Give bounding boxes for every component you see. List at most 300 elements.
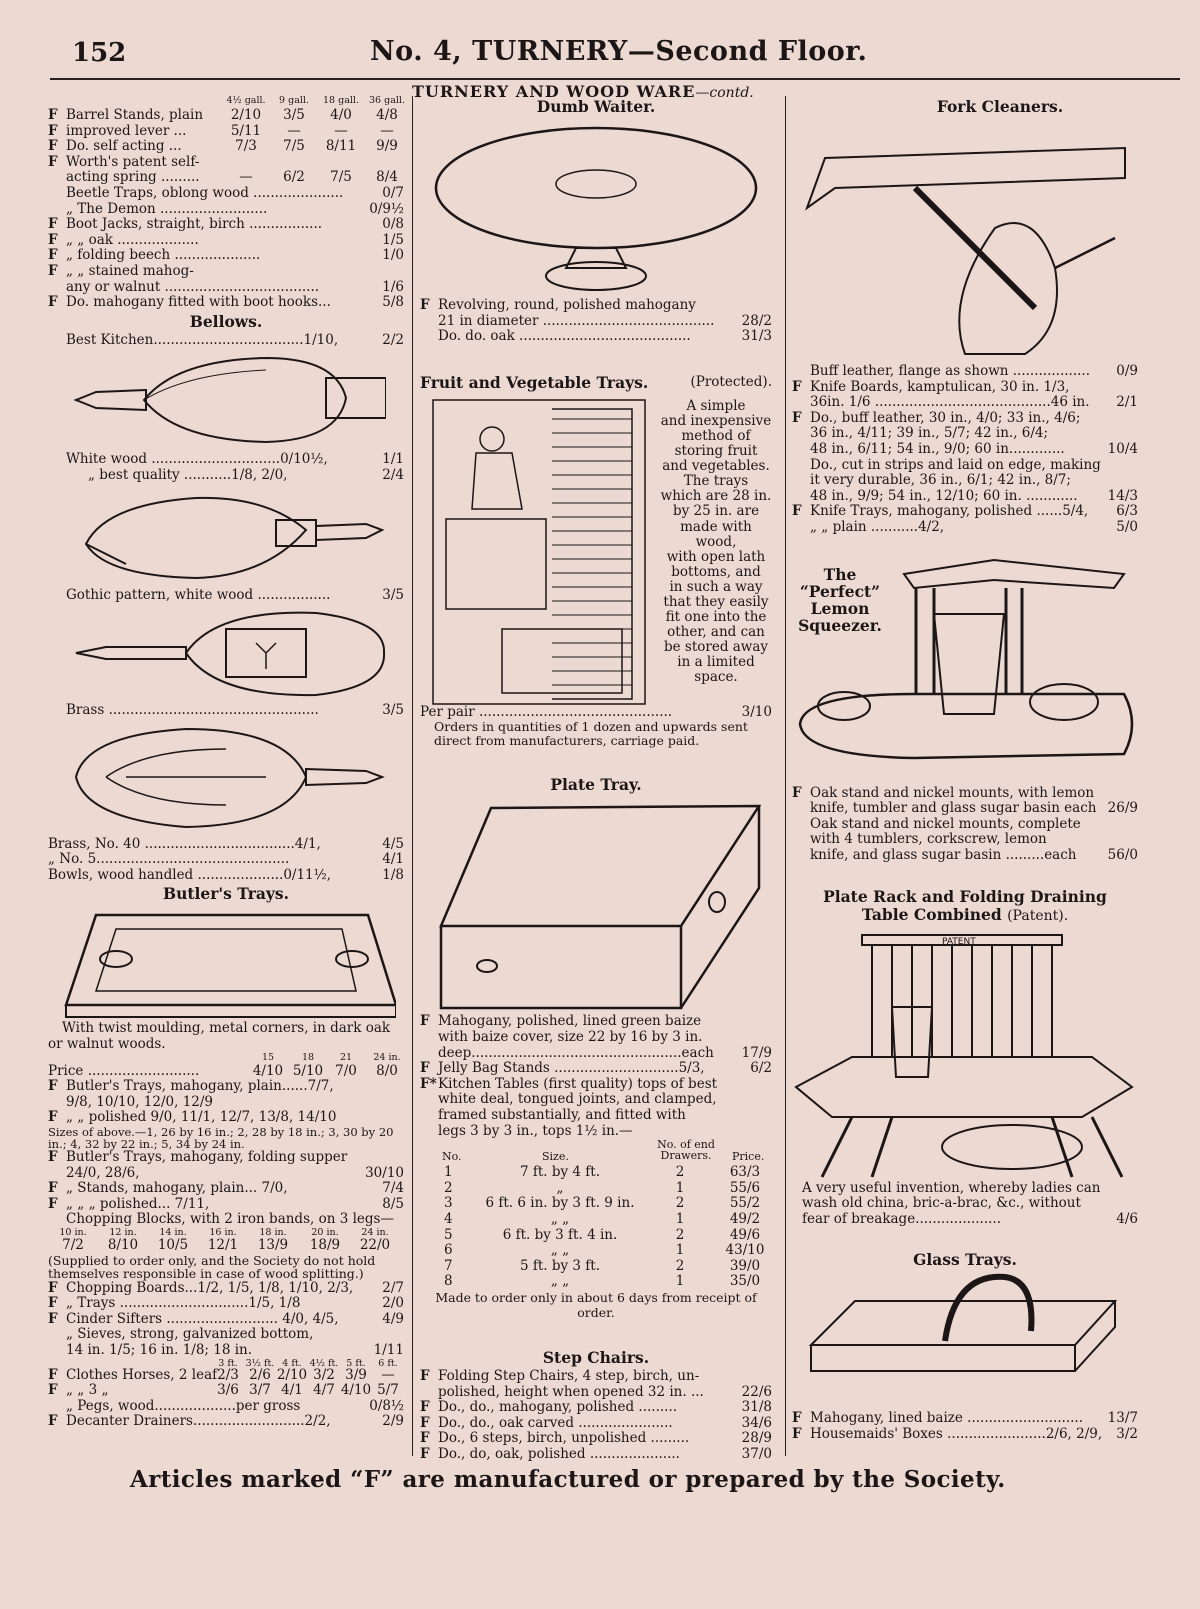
row-text: F Folding Step Chairs, 4 step, birch, un- — [420, 1368, 700, 1385]
f-mark: F — [48, 122, 58, 139]
chop-price: 8/10 — [107, 1237, 139, 1253]
barrel-stands-table — [48, 108, 404, 186]
row-text: F Do., 6 steps, birch, unpolished ......... — [420, 1430, 690, 1447]
price-row — [420, 1046, 772, 1062]
pegs-drainers-list — [48, 1399, 404, 1430]
row-text: F Do. mahogany fitted with boot hooks... — [48, 294, 331, 311]
plate-tray-heading: Plate Tray. — [550, 775, 642, 795]
price-row — [792, 801, 1138, 817]
price-row — [48, 1312, 404, 1328]
desc-line: in a limited — [677, 654, 755, 671]
fruit-trays-description — [660, 399, 772, 686]
desc-line: with open lath — [666, 548, 766, 565]
tables-note: Made to order only in about 6 days from receipt of order. — [435, 1289, 757, 1321]
barrel-row — [48, 124, 404, 140]
glass-tray-illustration — [805, 1271, 1125, 1411]
row-price: 0/7 — [382, 184, 404, 201]
f-mark: F — [420, 1368, 430, 1385]
barrel-header: 9 gall. — [279, 95, 309, 106]
row-price: 31/3 — [741, 328, 772, 345]
price-row — [792, 380, 1138, 396]
row-price: 22/6 — [741, 1383, 772, 1400]
desc-line: other, and can — [667, 624, 765, 641]
row-text: Do. do. oak ........................................ — [438, 328, 691, 345]
lemon-squeezer-illustration — [794, 544, 1134, 780]
butlers-tray-illustration — [56, 905, 396, 1021]
barrel-header: 4½ gall. — [226, 95, 266, 106]
price-row — [48, 1399, 404, 1415]
size-header: 15 — [261, 1051, 275, 1063]
column-left — [48, 96, 404, 1430]
barrel-price: 7/3 — [235, 138, 257, 155]
row-price: 34/6 — [741, 1414, 772, 1431]
barrel-price: 2/10 — [230, 107, 262, 123]
price-row — [48, 248, 404, 264]
row-text: acting spring ......... — [66, 169, 200, 186]
f-mark: F — [792, 409, 802, 426]
price-row: „ best quality ...........1/8, 2/0, 2/4 — [88, 466, 404, 483]
row-price: 2/7 — [382, 1279, 404, 1296]
f-mark: F — [48, 1195, 58, 1212]
barrel-price: — — [239, 169, 253, 186]
price-row — [48, 280, 404, 296]
fruit-trays-illustration — [432, 399, 646, 705]
chop-price: 12/1 — [207, 1237, 239, 1253]
f-mark: F — [48, 262, 58, 279]
horse-price: 5/7 — [377, 1382, 399, 1399]
table-drawers: 2 — [675, 1226, 685, 1243]
price-row — [792, 411, 1138, 427]
horse-size: 6 ft. — [378, 1357, 398, 1369]
horse-price: — — [381, 1366, 395, 1383]
heading-line: Squeezer. — [798, 615, 882, 635]
row-text: F „ „ „ polished... 7/11, — [48, 1195, 210, 1212]
protected-label: (Protected). — [690, 373, 772, 390]
row-price: 56/0 — [1107, 846, 1138, 863]
plate-rack-label: PATENT — [942, 936, 976, 947]
row-text: F Revolving, round, polished mahogany — [420, 297, 696, 313]
chop-price: 13/9 — [257, 1237, 289, 1253]
butlers-price-row: Price .......................... 4/10 5/10 7/0 8/0 — [48, 1062, 398, 1079]
row-price: 1/6 — [382, 278, 404, 295]
table-size: 5 ft. by 3 ft. — [519, 1257, 601, 1274]
f-mark: F — [792, 378, 802, 395]
table-price: 49/2 — [729, 1210, 761, 1227]
price-row — [420, 1124, 772, 1140]
price-row — [792, 489, 1138, 505]
bellows-heading: Bellows. — [189, 311, 263, 331]
f-mark: F — [420, 1414, 430, 1431]
table-size: „ „ — [550, 1242, 570, 1259]
row-text: knife, and glass sugar basin .........each — [810, 846, 1077, 863]
row-text: 14 in. 1/5; 16 in. 1/8; 18 in. — [66, 1341, 253, 1358]
butlers-description: With twist moulding, metal corners, in dark oak or walnut woods. — [48, 1020, 391, 1053]
bellows-brass — [76, 729, 382, 827]
price-row — [420, 329, 772, 345]
heading-line: The — [823, 564, 857, 584]
row-text: „ The Demon ......................... — [66, 200, 268, 217]
horse-size: 3½ ft. — [245, 1357, 275, 1369]
horse-price: 2/6 — [249, 1366, 271, 1383]
row-text: „ „ plain ...........4/2, — [810, 518, 945, 535]
f-mark: F — [48, 1149, 58, 1166]
desc-line: made with — [680, 518, 752, 535]
barrel-price: 4/0 — [330, 107, 352, 123]
row-text: F improved lever ... — [48, 122, 187, 139]
chop-size: 20 in. — [311, 1227, 339, 1238]
section-suffix: —contd. — [695, 85, 754, 101]
barrel-price: 5/11 — [230, 122, 262, 139]
f-mark: F* — [420, 1075, 437, 1092]
row-text: 48 in., 6/11; 54 in., 9/0; 60 in............. — [810, 440, 1065, 457]
row-text: F „ folding beech .................... — [48, 247, 261, 264]
row-text: F „ Trays ..............................1/5, 1/8 — [48, 1295, 301, 1312]
bellows-illustration — [66, 348, 386, 452]
row-price: 7/4 — [382, 1180, 404, 1197]
table-drawers: 2 — [675, 1164, 685, 1181]
price-row — [48, 217, 404, 233]
chop-size: 18 in. — [259, 1227, 287, 1238]
table-price: 49/6 — [729, 1226, 761, 1243]
f-mark: F — [420, 1446, 430, 1463]
butlers-size-headers — [48, 1053, 404, 1064]
row-price: 14/3 — [1107, 487, 1138, 504]
price-row — [792, 817, 1138, 833]
row-text: F Butler's Trays, mahogany, plain......7/7, — [48, 1078, 334, 1095]
desc-line: in such a way — [669, 578, 763, 595]
table-drawers: 1 — [675, 1210, 685, 1227]
fruit-trays-heading: Fruit and Vegetable Trays. (Protected). — [420, 372, 772, 392]
bellows-price-list — [48, 837, 404, 884]
row-text: any or walnut .................................... — [66, 278, 320, 295]
f-mark: F — [48, 1310, 58, 1327]
row-text: F Barrel Stands, plain — [48, 107, 204, 123]
plate-rack-heading-2: Table Combined (Patent). — [861, 904, 1069, 924]
barrel-header: 36 gall. — [369, 95, 405, 106]
section-title: TURNERY AND WOOD WARE—contd. — [412, 82, 754, 101]
row-text: F Oak stand and nickel mounts, with lemon — [792, 784, 1095, 801]
table-price: 55/2 — [729, 1195, 761, 1212]
butlers-trays-heading: Butler's Trays. — [162, 884, 290, 904]
horse-size: 5 ft. — [346, 1357, 366, 1369]
price-row: Gothic pattern, white wood ................. 3/5 — [66, 586, 404, 603]
horse-size: 4½ ft. — [309, 1357, 339, 1369]
row-text: F*Kitchen Tables (first quality) tops of best — [420, 1075, 718, 1092]
f-mark: F — [48, 231, 58, 248]
row-text: framed substantially, and fitted with — [438, 1106, 686, 1123]
row-price: 17/9 — [741, 1044, 772, 1061]
row-text: F Clothes Horses, 2 leaf — [48, 1366, 218, 1383]
price-row — [48, 1296, 404, 1312]
table-drawers: 2 — [675, 1195, 685, 1212]
row-text: F „ „ polished 9/0, 11/1, 12/7, 13/8, 14/10 — [48, 1109, 337, 1126]
table-size: „ — [556, 1179, 564, 1196]
row-price: 28/9 — [741, 1430, 772, 1447]
price-row — [48, 264, 404, 280]
price-row — [48, 1212, 404, 1228]
row-price: 37/0 — [741, 1446, 772, 1463]
size-header: 21 — [339, 1051, 353, 1063]
chopping-note: (Supplied to order only, and the Society do not hold themselves responsible in case of wood splitting.) — [48, 1252, 376, 1282]
barrel-price: 4/8 — [376, 107, 398, 123]
table-row — [420, 1259, 772, 1275]
fruit-trays-block — [420, 395, 772, 705]
table-no: 8 — [444, 1273, 453, 1290]
barrel-price: — — [334, 122, 348, 139]
f-mark: F — [792, 784, 802, 801]
f-mark: F — [48, 216, 58, 233]
price-row: Best Kitchen...................................1/10, 2/2 — [66, 331, 404, 348]
row-text: „ No. 5............................................. — [48, 851, 290, 868]
table-size: „ „ — [550, 1273, 570, 1290]
row-text: „ Sieves, strong, galvanized bottom, — [66, 1326, 314, 1343]
row-text: F Cinder Sifters .......................... 4/0, 4/5, — [48, 1310, 339, 1327]
horse-price: 3/9 — [345, 1366, 367, 1383]
column-middle — [420, 96, 772, 1463]
price-row — [792, 1427, 1138, 1443]
row-text: Do., cut in strips and laid on edge, making — [810, 456, 1101, 473]
price-row — [48, 186, 404, 202]
supper-trays-list — [48, 1150, 404, 1228]
table-size: 7 ft. by 4 ft. — [519, 1164, 601, 1181]
column-right — [792, 96, 1138, 1442]
price-row — [792, 832, 1138, 848]
row-price: 8/5 — [382, 1195, 404, 1212]
row-text: with 4 tumblers, corkscrew, lemon — [810, 831, 1047, 848]
kitchen-tables-header: No. Size. No. of end Drawers. Price. — [442, 1138, 765, 1164]
row-price: 10/4 — [1107, 440, 1138, 457]
plate-rack-description: A very useful invention, whereby ladies can wash old china, bric-a-brac, &c., without fear of breakage.................... — [802, 1179, 1101, 1227]
price-row — [48, 1095, 404, 1111]
bellows-illustration — [66, 603, 386, 703]
table-size: 6 ft. by 3 ft. 4 in. — [502, 1226, 618, 1243]
barrel-price: 3/5 — [283, 107, 305, 123]
table-row — [420, 1165, 772, 1181]
table-price: 43/10 — [725, 1242, 765, 1259]
price-row — [48, 233, 404, 249]
row-text: Bowls, wood handled ....................0/11½, — [48, 866, 332, 883]
desc-line: A simple — [686, 397, 746, 414]
chop-price: 18/9 — [309, 1237, 341, 1253]
butlers-trays-list — [48, 1079, 404, 1126]
table-no: 7 — [444, 1257, 453, 1274]
price-row — [792, 504, 1138, 520]
horse-size: 3 ft. — [218, 1357, 238, 1369]
bellows-gothic — [76, 613, 384, 695]
price-row — [420, 1108, 772, 1124]
row-text: F Chopping Boards...1/2, 1/5, 1/8, 1/10, 2/3, — [48, 1279, 354, 1296]
row-text: F Knife Boards, kamptulican, 30 in. 1/3, — [792, 378, 1070, 395]
desc-line: bottoms, and — [671, 563, 761, 580]
row-text: F Do., buff leather, 30 in., 4/0; 33 in., 4/6; — [792, 409, 1081, 426]
price-row — [420, 1014, 772, 1030]
chop-price: 10/5 — [157, 1237, 189, 1253]
f-mark: F — [48, 153, 58, 170]
row-text: knife, tumbler and glass sugar basin each — [810, 800, 1097, 817]
table-size: „ „ — [550, 1210, 570, 1227]
table-row — [420, 1274, 772, 1290]
table-no: 6 — [444, 1242, 453, 1259]
barrel-price: 9/9 — [376, 138, 398, 155]
horse-size: 4 ft. — [282, 1357, 302, 1369]
row-price: 30/10 — [365, 1164, 404, 1181]
row-price: 31/8 — [741, 1399, 772, 1416]
chop-size: 14 in. — [159, 1227, 187, 1238]
horse-price: 3/2 — [313, 1366, 335, 1383]
chop-price: 22/0 — [359, 1237, 391, 1253]
horse-price: 3/6 — [217, 1382, 239, 1399]
kitchen-tables — [420, 1165, 772, 1290]
f-mark: F — [420, 1060, 430, 1077]
chop-size: 12 in. — [109, 1227, 137, 1238]
f-mark: F — [792, 1410, 802, 1427]
price-row — [792, 786, 1138, 802]
price-row: White wood ..............................0/10½, 1/1 — [66, 451, 404, 468]
chop-price: 7/2 — [62, 1237, 84, 1253]
table-row — [420, 1228, 772, 1244]
size-header: 18 — [301, 1051, 315, 1063]
row-text: with baize cover, size 22 by 16 by 3 in. — [438, 1028, 703, 1045]
price-row — [48, 1079, 404, 1095]
page-footer: Articles marked “F” are manufactured or prepared by the Society. — [130, 1466, 1006, 1493]
price-row — [792, 473, 1138, 489]
row-text: „ Pegs, wood...................per gross — [66, 1397, 301, 1414]
desc-line: by 25 in. are — [672, 503, 760, 520]
row-price: 5/8 — [382, 294, 404, 311]
horse-price: 4/1 — [281, 1382, 303, 1399]
horse-row — [48, 1368, 404, 1384]
barrel-price: 6/2 — [283, 169, 305, 186]
row-text: F Boot Jacks, straight, birch ................. — [48, 216, 323, 233]
row-price: 0/9 — [1116, 363, 1138, 379]
row-text: 36in. 1/6 .........................................46 in. — [810, 394, 1090, 411]
price-row — [420, 298, 772, 314]
table-no: 2 — [444, 1179, 453, 1196]
table-price: 55/6 — [729, 1179, 761, 1196]
price-row — [420, 1061, 772, 1077]
page-title: No. 4, TURNERY—Second Floor. — [370, 36, 868, 67]
patent-label: (Patent). — [1007, 907, 1069, 924]
table-size: 6 ft. 6 in. by 3 ft. 9 in. — [485, 1195, 635, 1212]
desc-line: space. — [694, 669, 738, 686]
row-text: F Mahogany, lined baize ........................... — [792, 1410, 1084, 1427]
sizes-note: Sizes of above.—1, 26 by 16 in.; 2, 28 by 18 in.; 3, 30 by 20 in.; 4, 32 by 22 in.; 5, 34 by 24 in. — [48, 1125, 394, 1152]
price-row — [48, 1327, 404, 1343]
row-text: legs 3 by 3 in., tops 1½ in.— — [438, 1122, 633, 1139]
desc-line: and inexpensive — [660, 412, 772, 429]
f-mark: F — [48, 1366, 58, 1383]
price-row — [48, 202, 404, 218]
row-text: 9/8, 10/10, 12/0, 12/9 — [66, 1093, 214, 1110]
price-row — [792, 364, 1138, 380]
desc-line: and vegetables. — [662, 458, 770, 475]
table-row — [420, 1243, 772, 1259]
row-price: 6/2 — [750, 1060, 772, 1077]
desc-line: storing fruit — [674, 443, 758, 460]
barrel-row — [48, 170, 404, 186]
step-chairs-heading: Step Chairs. — [542, 1348, 650, 1368]
table-no: 4 — [444, 1210, 453, 1227]
row-text: polished, height when opened 32 in. ... — [438, 1383, 704, 1400]
row-price: 4/5 — [382, 835, 404, 852]
f-mark: F — [48, 107, 58, 123]
barrel-row — [48, 108, 404, 124]
row-price: 6/3 — [1116, 503, 1138, 520]
row-text: F Do., do., oak carved ...................... — [420, 1414, 673, 1431]
table-no: 5 — [444, 1226, 453, 1243]
table-price: 35/0 — [729, 1273, 761, 1290]
row-price: 4/9 — [382, 1310, 404, 1327]
row-text: Chopping Blocks, with 2 iron bands, on 3 legs— — [66, 1211, 394, 1228]
plate-rack-illustration — [792, 927, 1138, 1181]
dumb-waiter-illustration — [426, 118, 766, 298]
price-row — [48, 1343, 404, 1359]
row-text: F Housemaids' Boxes .......................2/6, 2/9, — [792, 1425, 1103, 1442]
row-text: F „ Stands, mahogany, plain... 7/0, — [48, 1180, 288, 1197]
desc-line: wood, — [695, 533, 737, 550]
row-text: 48 in., 9/9; 54 in., 12/10; 60 in. ............ — [810, 487, 1078, 504]
price-row — [792, 848, 1138, 864]
price-row — [420, 1385, 772, 1401]
lemon-squeezer-list — [792, 786, 1138, 864]
row-price: 3/2 — [1116, 1425, 1138, 1442]
clothes-horses-table — [48, 1368, 404, 1399]
row-text: F „ „ stained mahog- — [48, 262, 194, 279]
table-price: 39/0 — [729, 1257, 761, 1274]
column-divider-right — [785, 96, 786, 1456]
price-row — [48, 1281, 404, 1297]
price-row — [48, 852, 404, 868]
price-row — [420, 1416, 772, 1432]
plate-tray-illustration — [431, 796, 761, 1014]
f-mark: F — [792, 503, 802, 520]
bellows-kitchen — [76, 358, 386, 442]
row-price: 13/7 — [1107, 1410, 1138, 1427]
traps-bootjacks-list — [48, 186, 404, 311]
lemon-squeezer-block — [792, 536, 1138, 786]
horse-price: 2/3 — [217, 1366, 239, 1383]
desc-line: which are 28 in. — [660, 488, 772, 505]
f-mark: F — [792, 1425, 802, 1442]
row-text: 21 in diameter ........................................ — [438, 312, 715, 329]
price-row — [420, 1077, 772, 1093]
price-row — [792, 426, 1138, 442]
horse-price: 4/10 — [340, 1382, 372, 1399]
row-price: 1/11 — [373, 1341, 404, 1358]
fruit-price-row: Per pair ............................................. 3/10 — [420, 703, 772, 720]
price-row — [48, 1166, 404, 1182]
chopping-price-row — [48, 1238, 404, 1254]
plate-rack-heading: Plate Rack and Folding Draining — [823, 886, 1107, 906]
price-row: Brass ................................................. 3/5 — [66, 702, 404, 719]
table-drawers: 1 — [675, 1242, 685, 1259]
price-row — [48, 1414, 404, 1430]
row-price: 2/1 — [1116, 394, 1138, 411]
heading-line: Lemon — [810, 598, 870, 618]
f-mark: F — [48, 294, 58, 311]
table-row — [420, 1196, 772, 1212]
f-mark: F — [420, 297, 430, 313]
price-row — [420, 1447, 772, 1463]
row-text: F Do., do, oak, polished ..................... — [420, 1446, 680, 1463]
table-drawers: 2 — [675, 1257, 685, 1274]
f-mark: F — [420, 1430, 430, 1447]
row-price: 1/0 — [382, 247, 404, 264]
horse-price: 3/7 — [249, 1382, 271, 1399]
row-price: 0/8½ — [369, 1397, 404, 1414]
row-price: 5/0 — [1116, 518, 1138, 535]
step-chairs-list — [420, 1369, 772, 1463]
